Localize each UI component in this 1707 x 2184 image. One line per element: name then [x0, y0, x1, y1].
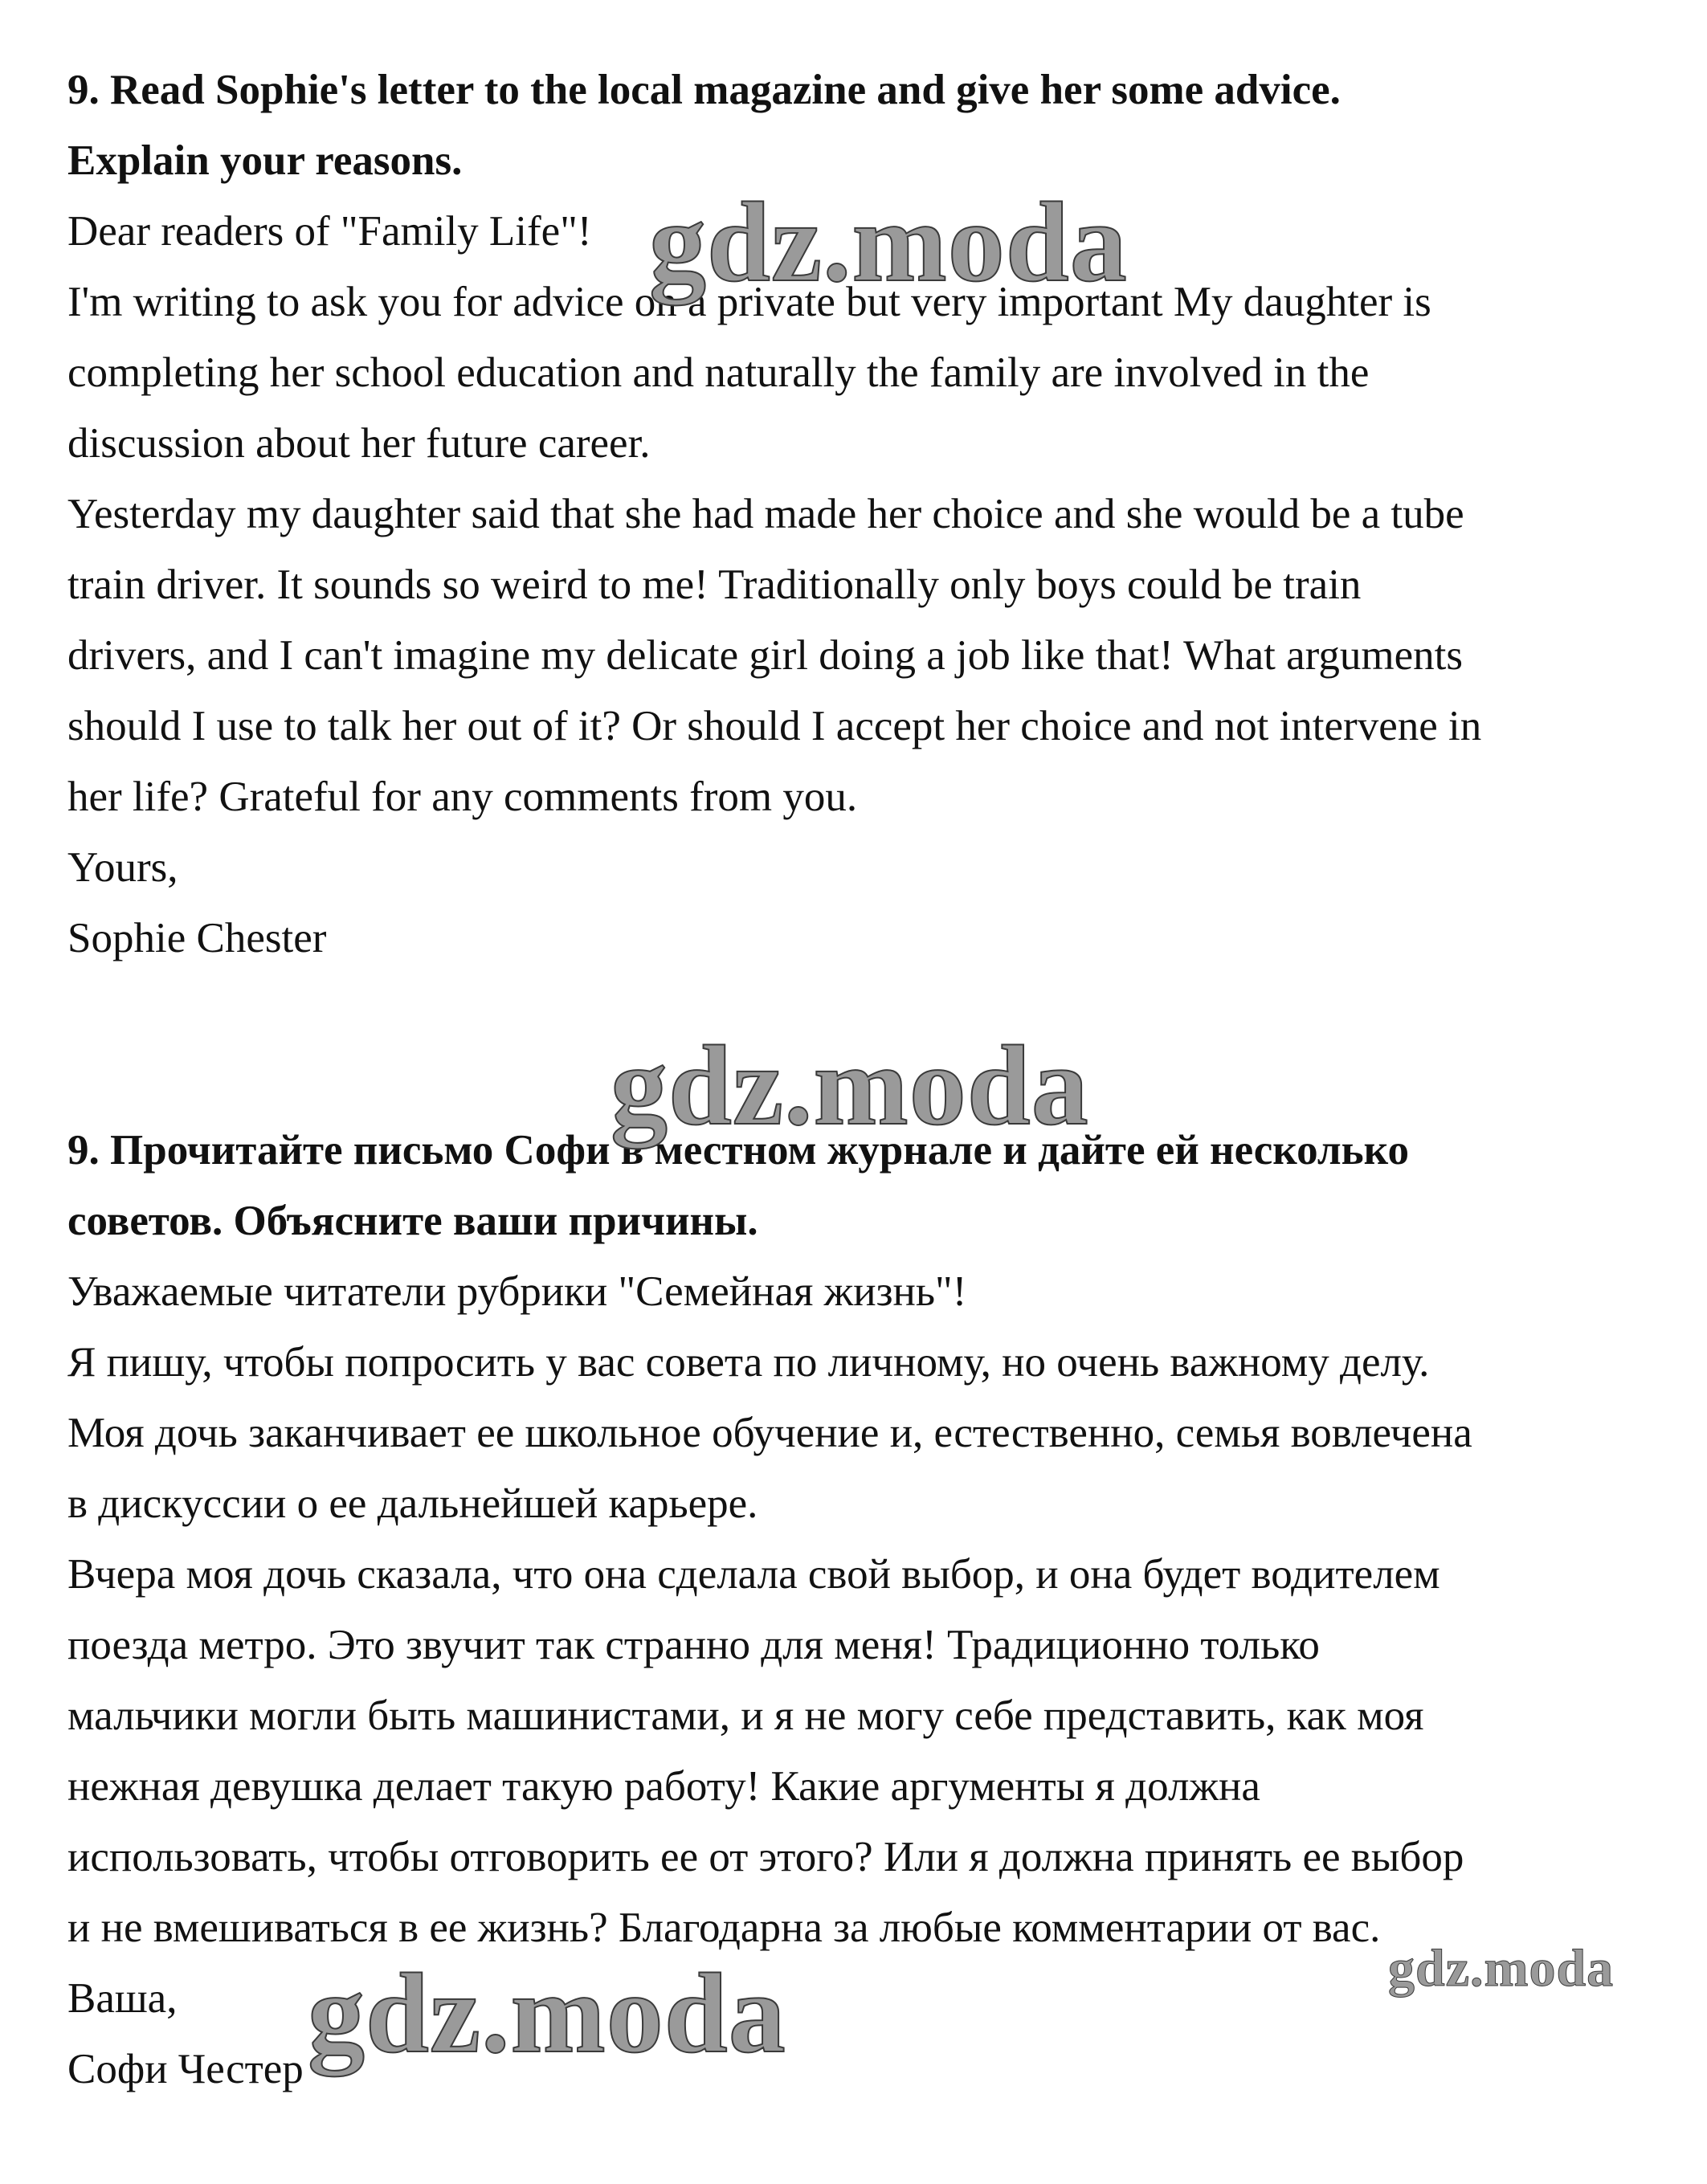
english-letter-line: her life? Grateful for any comments from you.	[67, 774, 858, 820]
russian-letter-line: использовать, чтобы отговорить ее от этого? Или я должна принять ее выбор	[67, 1834, 1464, 1880]
watermark-logo: gdz.moda	[649, 178, 1128, 305]
english-letter-line: completing her school education and naturally the family are involved in the	[67, 349, 1370, 396]
english-letter-line: discussion about her future career.	[67, 420, 651, 467]
english-task-heading-line-1: 9. Read Sophie's letter to the local magazine and give her some advice.	[67, 67, 1341, 113]
russian-letter-line: Моя дочь заканчивает ее школьное обучение и, естественно, семья вовлечена	[67, 1410, 1472, 1456]
english-letter-signature: Sophie Chester	[67, 915, 327, 961]
watermark-logo: gdz.moda	[1388, 1939, 1615, 1998]
english-letter-line: I'm writing to ask you for advice on a private but very important My daughter is	[67, 279, 1431, 325]
watermark-logo: gdz.moda	[611, 1022, 1089, 1149]
english-letter-line: Yesterday my daughter said that she had made her choice and she would be a tube	[67, 491, 1464, 537]
russian-letter-line: Я пишу, чтобы попросить у вас совета по личному, но очень важному делу.	[67, 1339, 1430, 1386]
russian-letter-line: поезда метро. Это звучит так странно для меня! Традиционно только	[67, 1622, 1320, 1668]
russian-task-heading-line-2: советов. Объясните ваши причины.	[67, 1198, 758, 1244]
russian-letter-line: в дискуссии о ее дальнейшей карьере.	[67, 1480, 758, 1527]
english-task-heading-line-2: Explain your reasons.	[67, 137, 463, 184]
russian-letter-line: Вчера моя дочь сказала, что она сделала свой выбор, и она будет водителем	[67, 1551, 1440, 1598]
russian-letter-line: нежная девушка делает такую работу! Какие аргументы я должна	[67, 1763, 1260, 1810]
english-letter-closing: Yours,	[67, 844, 178, 891]
russian-letter-salutation: Уважаемые читатели рубрики "Семейная жизнь"!	[67, 1268, 967, 1315]
english-letter-line: drivers, and I can't imagine my delicate girl doing a job like that! What arguments	[67, 632, 1463, 679]
russian-task-heading-line-1: 9. Прочитайте письмо Софи в местном журнале и дайте ей несколько	[67, 1127, 1410, 1174]
russian-letter-line: мальчики могли быть машинистами, и я не могу себе представить, как моя	[67, 1692, 1424, 1739]
english-letter-salutation: Dear readers of "Family Life"!	[67, 208, 592, 255]
russian-letter-signature: Софи Честер	[67, 2046, 304, 2092]
russian-letter-closing: Ваша,	[67, 1975, 178, 2022]
english-letter-line: train driver. It sounds so weird to me! Traditionally only boys could be train	[67, 561, 1362, 608]
english-letter-line: should I use to talk her out of it? Or should I accept her choice and not intervene in	[67, 703, 1482, 749]
russian-letter-line: и не вмешиваться в ее жизнь? Благодарна за любые комментарии от вас.	[67, 1904, 1381, 1951]
watermark-logo: gdz.moda	[308, 1949, 786, 2076]
